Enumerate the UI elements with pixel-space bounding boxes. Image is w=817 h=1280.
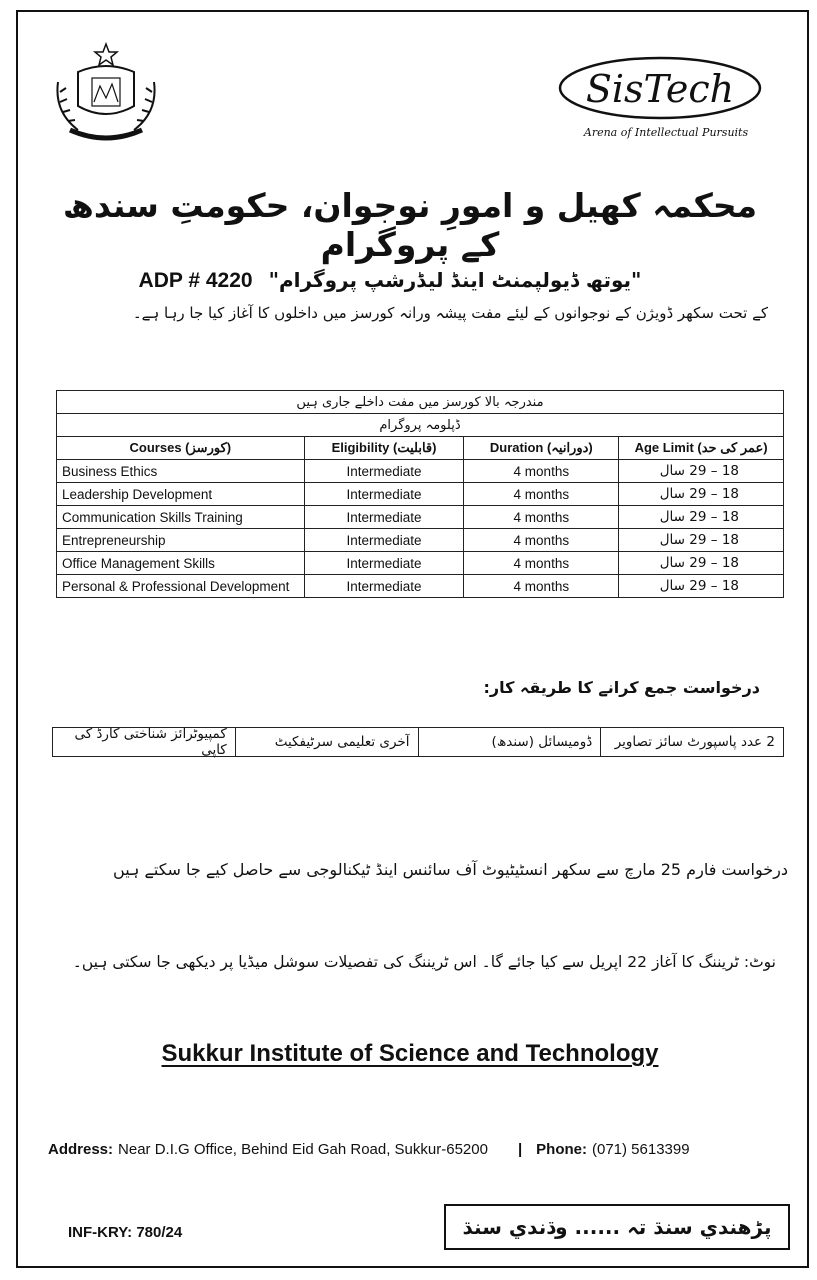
sistech-logo [554, 52, 766, 144]
slogan-box: پڑھندي سنڌ تہ ...... وڌندي سنڌ [444, 1204, 790, 1250]
duration-cell: 4 months [464, 529, 619, 552]
government-seal-icon [48, 42, 164, 146]
phone-number: (071) 5613399 [592, 1141, 690, 1158]
age-header: Age Limit (عمر کی حد) [619, 437, 784, 460]
program-subline [110, 268, 670, 293]
svg-text:Arena of Intellectual Pursuits: Arena of Intellectual Pursuits [583, 126, 749, 139]
procedure-title: درخواست جمع کرانے کا طریقہ کار: [483, 678, 760, 697]
duration-header: Duration (دورانیہ) [464, 437, 619, 460]
table-banner-row [57, 391, 784, 414]
eligibility-header: Eligibility (قابلیت) [304, 437, 464, 460]
program-name: "یوتھ ڈیولپمنٹ اینڈ لیڈرشپ پروگرام" [268, 268, 642, 292]
table-row [57, 483, 784, 506]
document-item: ڈومیسائل (سندھ) [418, 728, 601, 756]
adp-number: ADP # 4220 [138, 269, 253, 292]
form-availability-note: درخواست فارم 25 مارچ سے سکھر انسٹیٹیوٹ آف سائنس اینڈ ٹیکنالوجی سے حاصل کیے جا سکتے ہیں [113, 860, 788, 879]
program-headline: محکمہ کھیل و امورِ نوجوان، حکومتِ سندھ کے پروگرام [62, 186, 758, 264]
course-cell: Entrepreneurship [57, 529, 305, 552]
table-row [57, 460, 784, 483]
course-cell: Leadership Development [57, 483, 305, 506]
age-cell: 18 – 29 سال [619, 506, 784, 529]
contact-line [48, 1141, 798, 1158]
table-row [57, 506, 784, 529]
eligibility-cell: Intermediate [304, 529, 464, 552]
course-cell: Office Management Skills [57, 552, 305, 575]
course-cell: Communication Skills Training [57, 506, 305, 529]
diploma-banner: ڈپلومہ پروگرام [57, 414, 784, 437]
table-row [57, 552, 784, 575]
course-cell: Business Ethics [57, 460, 305, 483]
courses-header: Courses (کورسز) [57, 437, 305, 460]
eligibility-cell: Intermediate [304, 575, 464, 598]
table-row [57, 575, 784, 598]
phone-label: Phone: [536, 1141, 587, 1158]
eligibility-cell: Intermediate [304, 483, 464, 506]
eligibility-cell: Intermediate [304, 460, 464, 483]
required-documents-strip [52, 727, 784, 757]
age-cell: 18 – 29 سال [619, 460, 784, 483]
institute-name: Sukkur Institute of Science and Technology [161, 1040, 659, 1067]
document-item: آخری تعلیمی سرٹیفکیٹ [235, 728, 418, 756]
intro-text: کے تحت سکھر ڈویژن کے نوجوانوں کے لیئے مفت پیشہ ورانہ کورسز میں داخلوں کا آغاز کیا جا رہا ہے۔ [132, 304, 768, 322]
address-label: Address: [48, 1141, 114, 1158]
age-cell: 18 – 29 سال [619, 552, 784, 575]
duration-cell: 4 months [464, 460, 619, 483]
document-item: کمپیوٹرائز شناختی کارڈ کی کاپی [74, 726, 227, 758]
eligibility-cell: Intermediate [304, 506, 464, 529]
duration-cell: 4 months [464, 575, 619, 598]
duration-cell: 4 months [464, 506, 619, 529]
courses-table [56, 390, 784, 598]
course-cell: Personal & Professional Development [57, 575, 305, 598]
reference-number: INF-KRY: 780/24 [68, 1224, 183, 1241]
svg-text:SisTech: SisTech [585, 67, 735, 111]
age-cell: 18 – 29 سال [619, 575, 784, 598]
free-admission-banner: مندرجہ بالا کورسز میں مفت داخلے جاری ہیں [57, 391, 784, 414]
training-start-note: نوٹ: ٹریننگ کا آغاز 22 اپریل سے کیا جائے گا۔ اس ٹریننگ کی تفصیلات سوشل میڈیا پر دیکھی جا سکتی ہیں۔ [72, 953, 776, 971]
duration-cell: 4 months [464, 552, 619, 575]
age-cell: 18 – 29 سال [619, 483, 784, 506]
address-text: Near D.I.G Office, Behind Eid Gah Road, Sukkur-65200 [118, 1141, 488, 1158]
contact-separator: | [517, 1141, 523, 1158]
age-cell: 18 – 29 سال [619, 529, 784, 552]
table-row [57, 529, 784, 552]
document-item: 2 عدد پاسپورٹ سائز تصاویر [600, 728, 783, 756]
table-header-row [57, 437, 784, 460]
table-banner-row [57, 414, 784, 437]
eligibility-cell: Intermediate [304, 552, 464, 575]
duration-cell: 4 months [464, 483, 619, 506]
